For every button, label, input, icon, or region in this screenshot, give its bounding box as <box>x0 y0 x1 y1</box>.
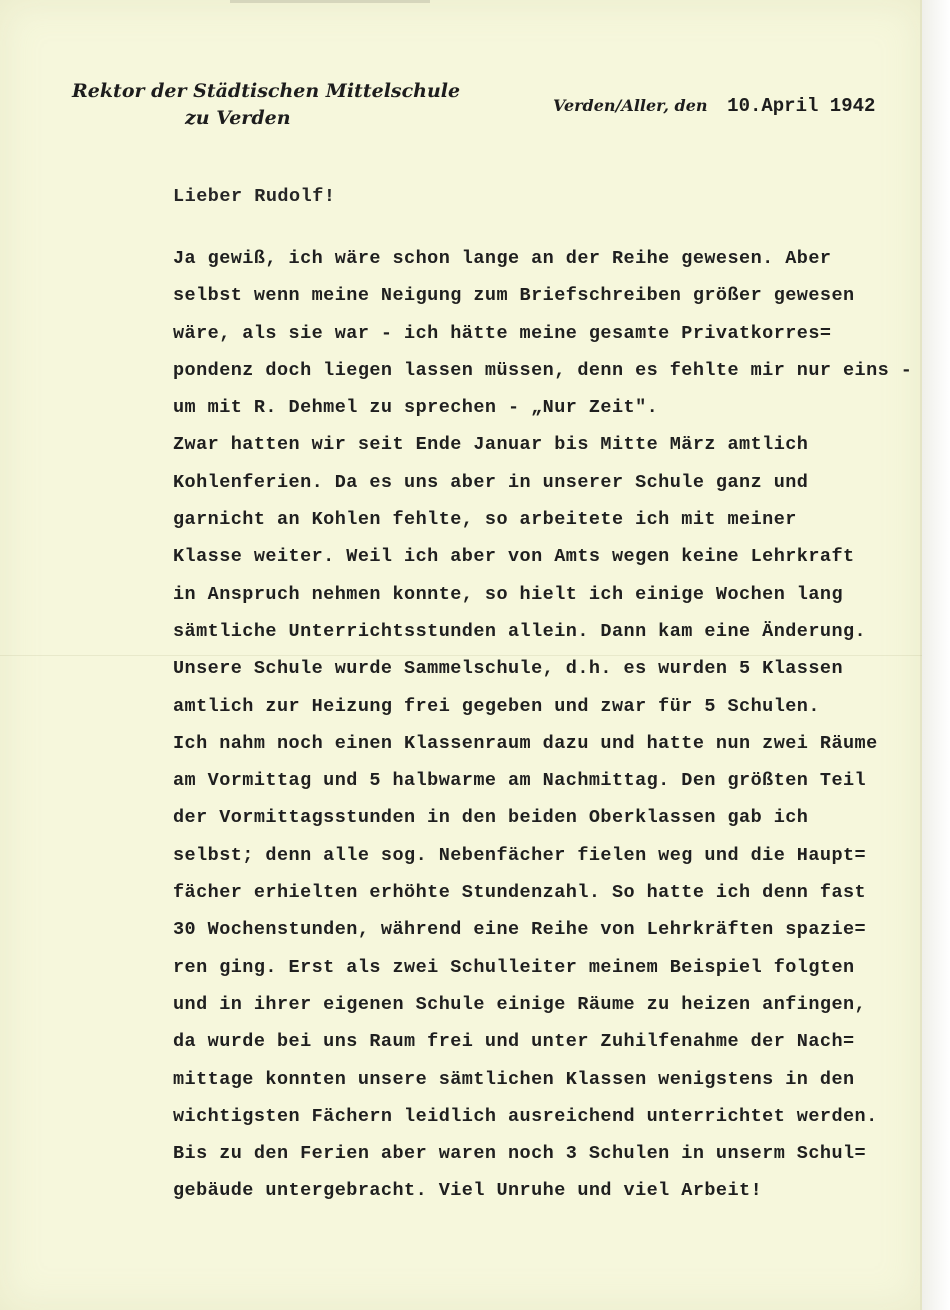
body-line: selbst wenn meine Neigung zum Briefschreiben größer gewesen <box>173 285 855 307</box>
body-line: wäre, als sie war - ich hätte meine gesamte Privatkorres= <box>173 322 832 344</box>
body-line: Zwar hatten wir seit Ende Januar bis Mitte März amtlich <box>173 434 809 456</box>
date: 10.April 1942 <box>727 95 876 117</box>
body-line: Ja gewiß, ich wäre schon lange an der Reihe gewesen. Aber <box>173 248 832 269</box>
body-line: Ich nahm noch einen Klassenraum dazu und hatte nun zwei Räume <box>173 732 878 754</box>
letterhead-line-2: zu Verden <box>185 107 291 129</box>
body-line: fächer erhielten erhöhte Stundenzahl. So hatte ich denn fast <box>173 882 867 904</box>
body-line: da wurde bei uns Raum frei und unter Zuhilfenahme der Nach= <box>173 1031 855 1053</box>
body-line: sämtliche Unterrichtsstunden allein. Dann kam eine Änderung. <box>173 620 867 642</box>
body-line: Kohlenferien. Da es uns aber in unserer Schule ganz und <box>173 471 809 493</box>
body-line: am Vormittag und 5 halbwarme am Nachmittag. Den größten Teil <box>173 770 867 792</box>
body-line: 30 Wochenstunden, während eine Reihe von Lehrkräften spazie= <box>173 919 867 941</box>
letterhead-line-1: Rektor der Städtischen Mittelschule <box>72 80 461 102</box>
top-edge-mark <box>230 0 430 3</box>
body-line: gebäude untergebracht. Viel Unruhe und viel Arbeit! <box>173 1180 763 1202</box>
body-line: mittage konnten unsere sämtlichen Klassen wenigstens in den <box>173 1068 855 1090</box>
body-line: Bis zu den Ferien aber waren noch 3 Schulen in unserm Schul= <box>173 1143 867 1165</box>
letter-body <box>173 240 913 1210</box>
body-line: und in ihrer eigenen Schule einige Räume zu heizen anfingen, <box>173 993 867 1015</box>
body-line: amtlich zur Heizung frei gegeben und zwar für 5 Schulen. <box>173 695 820 717</box>
body-line: ren ging. Erst als zwei Schulleiter meinem Beispiel folgten <box>173 956 855 978</box>
body-line: Klasse weiter. Weil ich aber von Amts wegen keine Lehrkraft <box>173 546 855 568</box>
letterhead <box>72 78 460 132</box>
body-line: der Vormittagsstunden in den beiden Oberklassen gab ich <box>173 807 809 829</box>
page-edge <box>922 0 950 1310</box>
body-line: wichtigsten Fächern leidlich ausreichend unterrichtet werden. <box>173 1105 878 1127</box>
salutation: Lieber Rudolf! <box>173 186 336 207</box>
body-line: pondenz doch liegen lassen müssen, denn es fehlte mir nur eins - <box>173 359 913 381</box>
body-line: Unsere Schule wurde Sammelschule, d.h. es wurden 5 Klassen <box>173 658 844 680</box>
body-line: um mit R. Dehmel zu sprechen - „Nur Zeit". <box>173 397 659 419</box>
place: Verden/Aller, den <box>553 96 708 115</box>
place-date <box>553 95 875 117</box>
body-line: garnicht an Kohlen fehlte, so arbeitete ich mit meiner <box>173 509 797 531</box>
body-line: selbst; denn alle sog. Nebenfächer fielen weg und die Haupt= <box>173 844 867 866</box>
body-line: in Anspruch nehmen konnte, so hielt ich einige Wochen lang <box>173 583 844 605</box>
